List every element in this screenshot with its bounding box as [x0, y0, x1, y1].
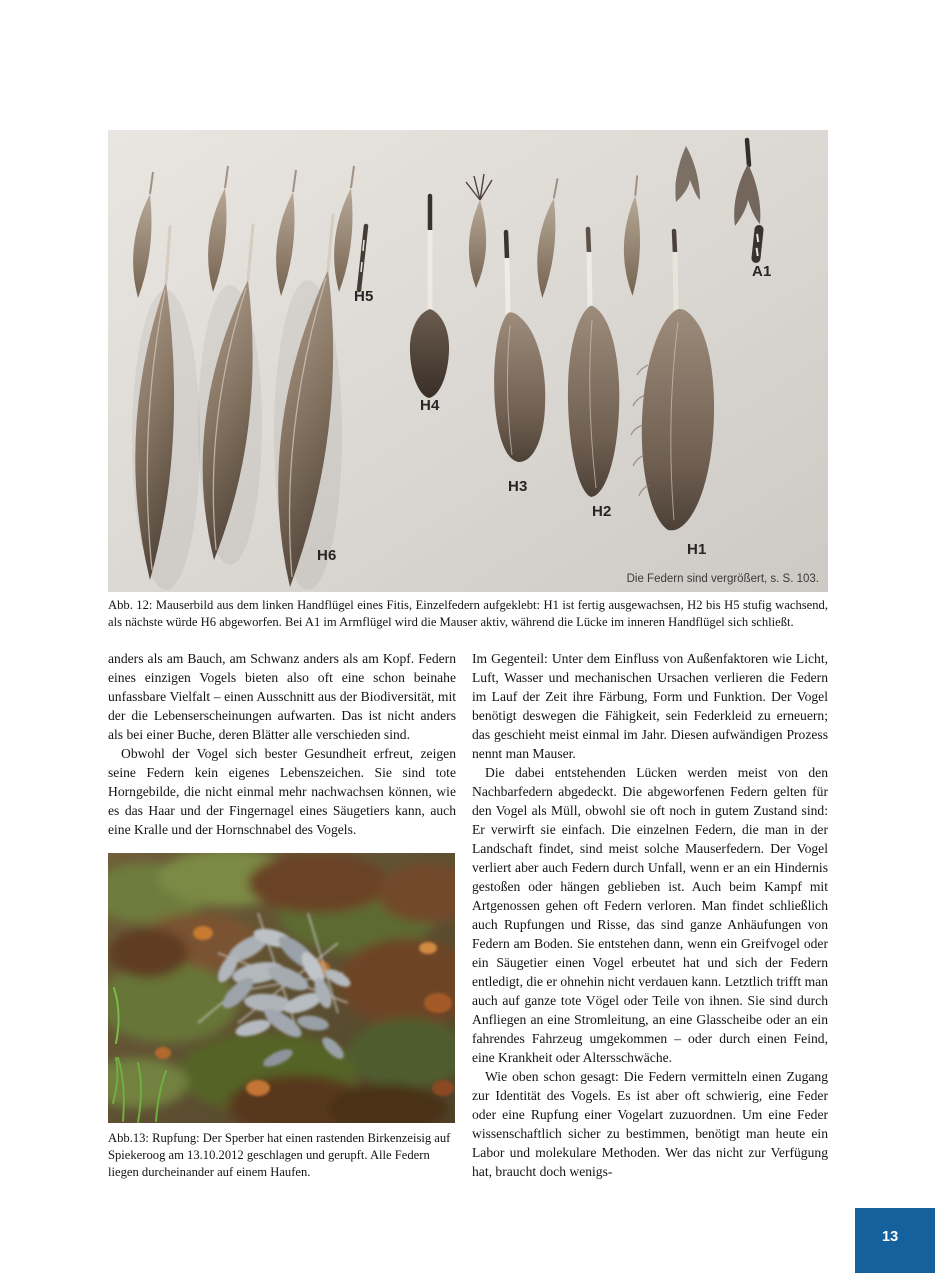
paragraph: Im Gegenteil: Unter dem Einfluss von Außenfaktoren wie Licht, Luft, Wasser und mechanischen Ursachen verlieren die Federn im Lauf der Zeit ihre Färbung, Form und Funktion. Der Vogel benötigt deswegen die Fähigkeit, sein Federkleid zu erneuern; das geschieht meist einmal im Jahr. Diesen aufwändigen Prozess nennt man Mauser.: [472, 651, 828, 761]
label-h1: H1: [687, 541, 707, 558]
label-h4: H4: [420, 397, 440, 414]
body-column-right: [472, 649, 828, 1181]
label-h5: H5: [354, 288, 374, 305]
paragraph: Wie oben schon gesagt: Die Federn vermitteln einen Zugang zur Identität des Vogels. Es ist aber oft schwierig, eine Feder oder eine Rupfung einer Vogelart zuzuordnen. Um eine Feder wissenschaftlich sicher zu bestimmen, benötigt man heute ein Labor und molekulare Methoden. Wer das nicht zur Verfügung hat, braucht doch wenigs-: [472, 1069, 828, 1179]
plucking-site-photo: [108, 853, 455, 1123]
figure-13-photo: [108, 853, 455, 1123]
label-h2: H2: [592, 503, 612, 520]
figure-13-caption: Abb.13: Rupfung: Der Sperber hat einen rastenden Birkenzeisig auf Spiekeroog am 13.10.2012 geschlagen und gerupft. Alle Federn liegen durcheinander auf einem Haufen.: [108, 1131, 451, 1179]
label-h6: H6: [317, 547, 337, 564]
page-number-badge: [855, 1208, 935, 1273]
figure-12-caption: Abb. 12: Mauserbild aus dem linken Handflügel eines Fitis, Einzelfedern aufgeklebt: H1 ist fertig ausgewachsen, H2 bis H5 stufig wachsend, als nächste würde H6 abgeworfen. Bei A1 im Armflügel wird die Mauser aktiv, während die Lücke im inneren Handflügel sich schließt.: [108, 598, 828, 629]
paragraph: Die dabei entstehenden Lücken werden meist von den Nachbarfedern abgedeckt. Die abgeworfenen Federn gelten für den Vogel als Müll, obwohl sie oft noch in gutem Zustand sind: Er verwirft sie einfach. Die einzelnen Federn, die man in der Landschaft findet, sind meist solche Mauserfedern. Der Vogel verliert aber auch Federn durch Unfall, wenn er an ein Hindernis gestoßen oder hängen geblieben ist. Auch beim Kampf mit Artgenossen gehen oft Federn verloren. Man findet schließlich auch Rupfungen und Risse, das sind ganze Anhäufungen von Federn am Boden. Sie entstehen dann, wenn ein Greifvogel oder ein Säugetier einen Vogel erbeutet hat und sich der Federn entledigt, die er ohnehin nicht verdauen kann. Letztlich trifft man auch auf ganze tote Vögel oder Teile von ihnen. Sie sind durch Anfliegen an eine Stromleitung, an eine Glasscheibe oder an ein fahrendes Fahrzeug umgekommen – oder durch einen Feind, eine Krankheit oder Altersschwäche.: [472, 765, 828, 1065]
paragraph: anders als am Bauch, am Schwanz anders als am Kopf. Federn eines einzigen Vogels bieten also oft eine schon beinahe unfassbare Vielfalt – einen Ausschnitt aus der Biodiversität, mit der die Lebenserscheinungen aufwarten. Das ist nicht anders als bei einer Buche, deren Blätter alle verschieden sind.: [108, 651, 456, 742]
body-column-left: [108, 649, 456, 839]
paragraph: Obwohl der Vogel sich bester Gesundheit erfreut, zeigen seine Federn kein eigenes Lebenszeichen. Sie sind tote Horngebilde, die nicht einmal mehr nachwachsen können, wie es das Haar und der Fingernagel eines Säugetiers kann, auch eine Kralle und der Hornschnabel des Vogels.: [108, 746, 456, 837]
magnification-note: Die Federn sind vergrößert, s. S. 103.: [626, 573, 819, 585]
label-a1: A1: [752, 263, 772, 280]
label-h3: H3: [508, 478, 528, 495]
feather-moult-illustration: [108, 130, 828, 592]
figure-12-photo: [108, 130, 828, 592]
page-number: 13: [882, 1229, 899, 1245]
